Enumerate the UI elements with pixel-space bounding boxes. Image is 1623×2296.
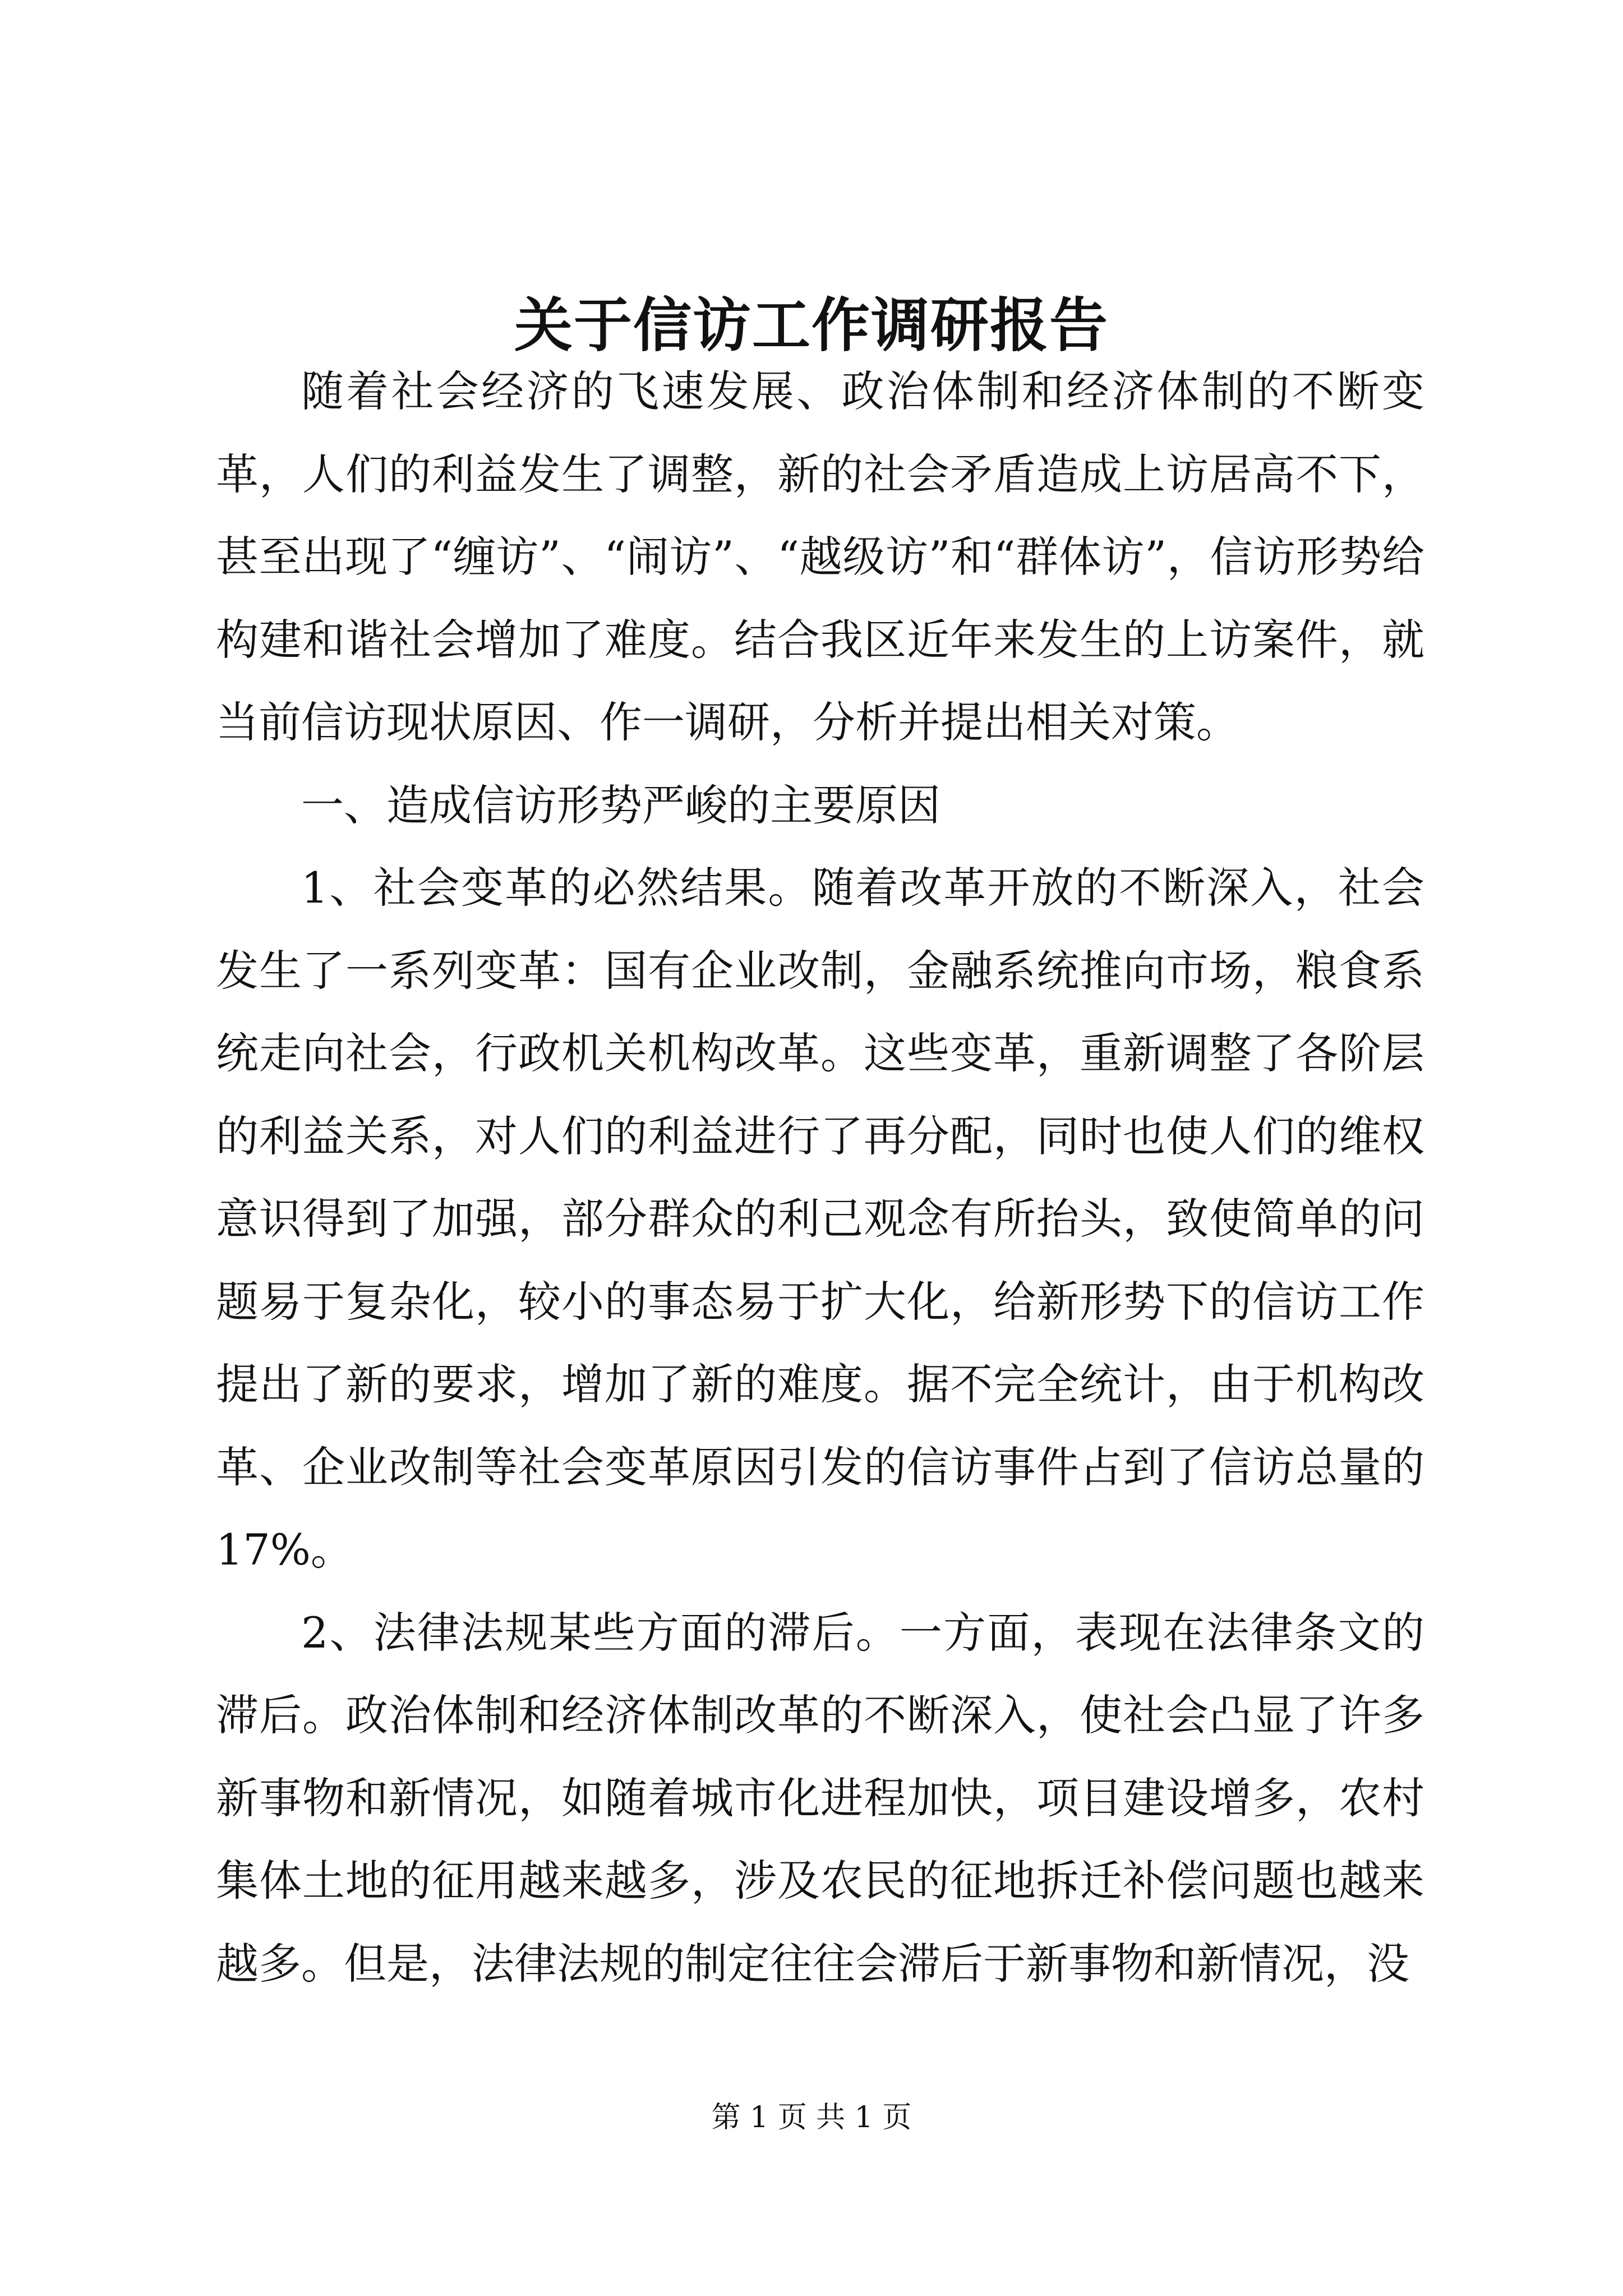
- paragraph-section-heading: 一、造成信访形势严峻的主要原因: [301, 780, 940, 830]
- page-footer: 第 1 页 共 1 页: [711, 2101, 912, 2134]
- paragraph-point-2: 2、法律法规某些方面的滞后。一方面，表现在法律条文的滞后。政治体制和经济体制改革的不断深入，使社会凸显了许多新事物和新情况，如随着城市化进程加快，项目建设增多，农村集体土地的征用越来越多，涉及农民的征地拆迁补偿问题也越来越多。但是，法律法规的制定往往会滞后于新事物和新情况，没: [216, 1607, 1424, 1989]
- paragraph-point-1: 1、社会变革的必然结果。随着改革开放的不断深入，社会发生了一系列变革：国有企业改制，金融系统推向市场，粮食系统走向社会，行政机关机构改革。这些变革，重新调整了各阶层的利益关系，对人们的利益进行了再分配，同时也使人们的维权意识得到了加强，部分群众的利己观念有所抬头，致使简单的问题易于复杂化，较小的事态易于扩大化，给新形势下的信访工作提出了新的要求，增加了新的难度。据不完全统计，由于机构改革、企业改制等社会变革原因引发的信访事件占到了信访总量的17%。: [216, 863, 1424, 1575]
- document-body: [216, 350, 1424, 2005]
- paragraph-intro: 随着社会经济的飞速发展、政治体制和经济体制的不断变革，人们的利益发生了调整，新的社会矛盾造成上访居高不下，甚至出现了“缠访”、“闹访”、“越级访”和“群体访”，信访形势给构建和谐社会增加了难度。结合我区近年来发生的上访案件，就当前信访现状原因、作一调研，分析并提出相关对策。: [216, 366, 1424, 747]
- document-title: 关于信访工作调研报告: [514, 291, 1109, 360]
